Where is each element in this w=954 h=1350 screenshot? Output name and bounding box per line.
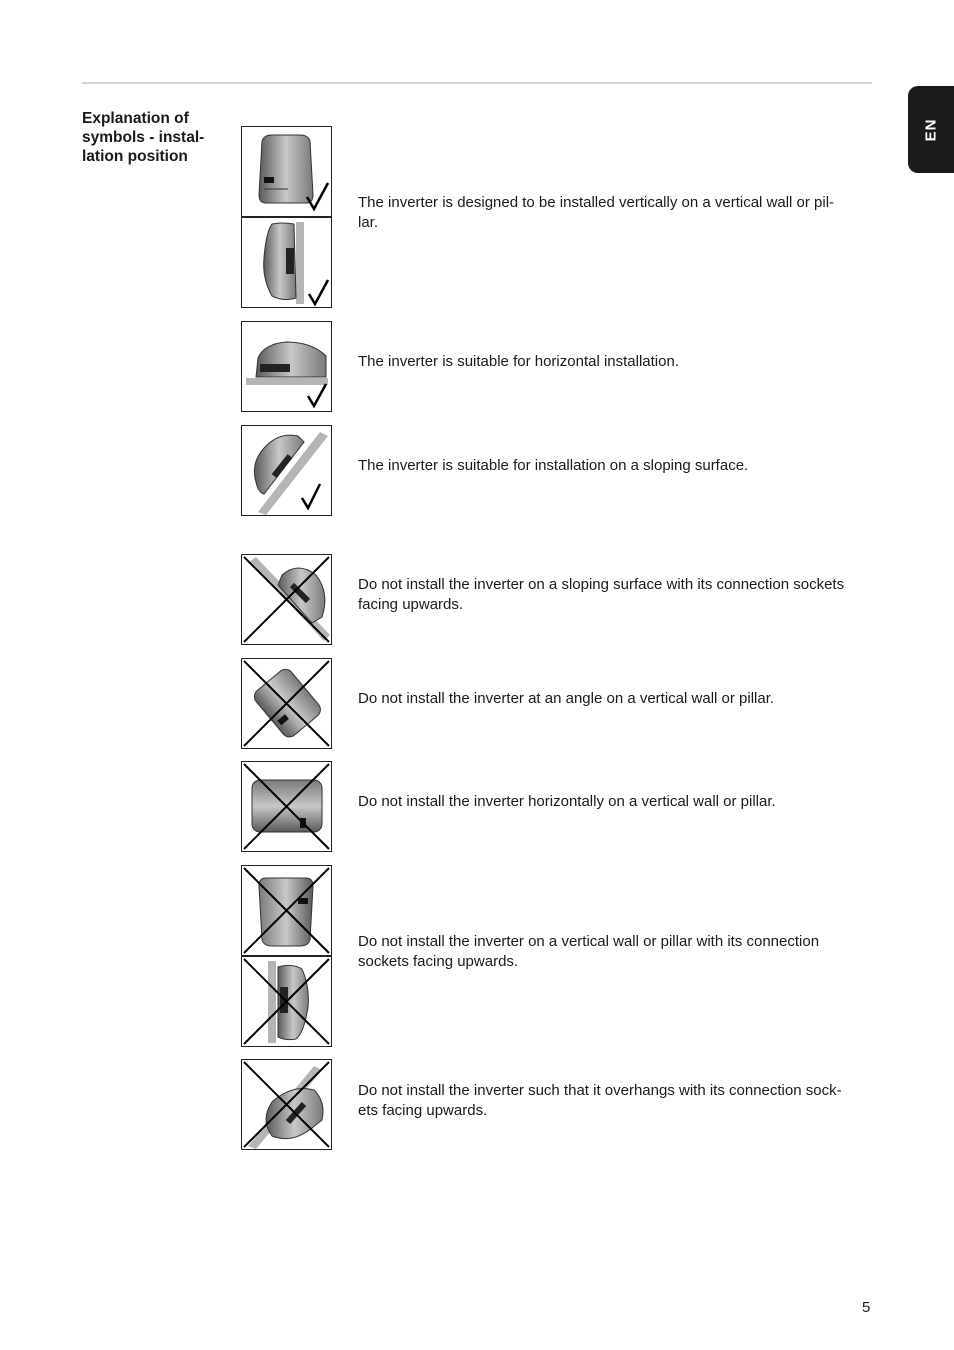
page-number: 5 xyxy=(862,1299,871,1316)
description-1: The inverter is designed to be installed vertically on a vertical wall or pil- lar. xyxy=(358,194,835,231)
symbol-upright-allowed xyxy=(241,126,332,217)
description-3: The inverter is suitable for installation on a sloping surface. xyxy=(358,457,749,474)
symbol-horizontal-allowed xyxy=(241,321,332,412)
description-5: Do not install the inverter at an angle on a vertical wall or pillar. xyxy=(358,690,775,707)
description-8: Do not install the inverter such that it overhangs with its connection sock- ets facing upwards. xyxy=(358,1082,842,1119)
symbol-overhang-forbidden xyxy=(241,1059,332,1150)
check-mark-icon xyxy=(309,280,328,304)
description-7: Do not install the inverter on a vertical wall or pillar with its connection sockets facing upwards. xyxy=(358,933,820,970)
symbol-sloping-allowed xyxy=(241,425,332,516)
check-mark-icon xyxy=(302,484,320,508)
section-title: Explanation of symbols - instal- lation position xyxy=(82,110,205,165)
description-2: The inverter is suitable for horizontal installation. xyxy=(358,353,679,370)
description-4: Do not install the inverter on a sloping surface with its connection sockets facing upwards. xyxy=(358,576,845,613)
symbol-side-wall-allowed xyxy=(241,217,332,308)
symbol-sloping-sockets-up-forbidden xyxy=(241,554,332,645)
symbol-upside-down-forbidden xyxy=(241,865,332,956)
check-mark-icon xyxy=(308,384,326,406)
language-tab xyxy=(908,86,954,173)
language-tab-label: EN xyxy=(922,118,940,141)
description-6: Do not install the inverter horizontally on a vertical wall or pillar. xyxy=(358,793,776,810)
symbol-angled-wall-forbidden xyxy=(241,658,332,749)
header-rule xyxy=(82,82,872,84)
symbol-side-wall-sockets-up-forbidden xyxy=(241,956,332,1047)
symbol-horizontal-wall-forbidden xyxy=(241,761,332,852)
